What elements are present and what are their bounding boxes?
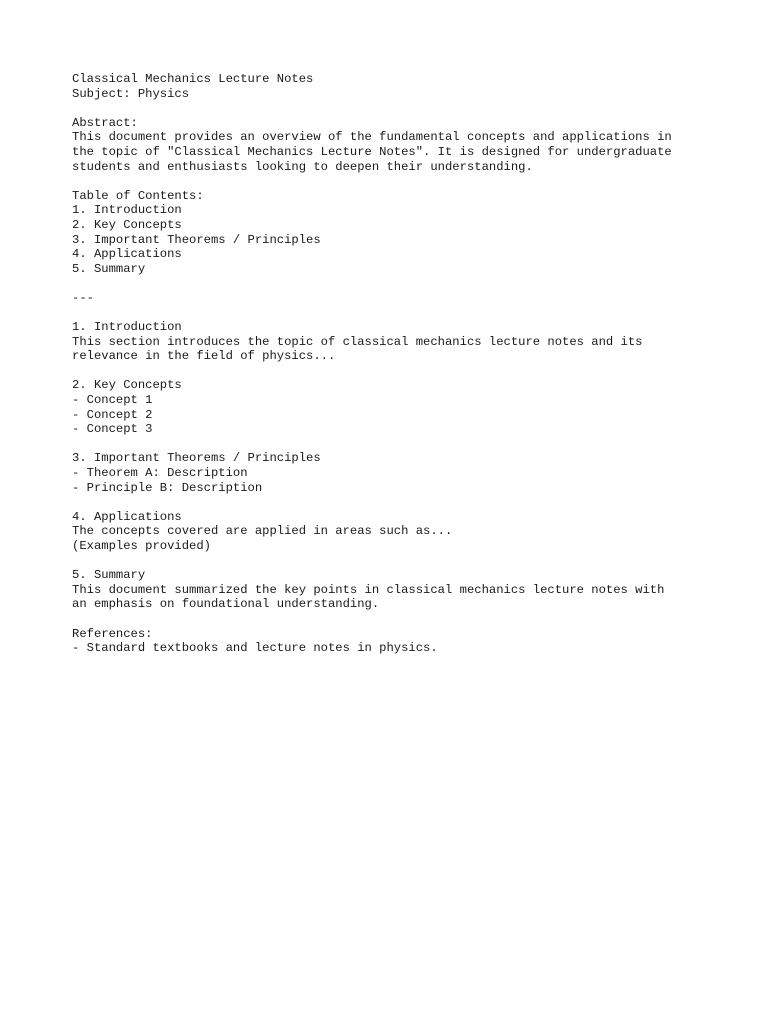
section-line: an emphasis on foundational understanding. [72,597,380,612]
section-line: relevance in the field of physics... [72,349,336,364]
section-heading: 2. Key Concepts [72,378,182,393]
section-heading: 1. Introduction [72,320,182,335]
toc-item: 1. Introduction [72,203,182,218]
toc-item: 2. Key Concepts [72,217,182,232]
section-line: (Examples provided) [72,539,211,553]
spacer [72,554,712,569]
toc-item: 3. Important Theorems / Principles [72,232,321,247]
section-line: This document summarized the key points in classical mechanics lecture notes with [72,582,665,597]
section-line: - Concept 3 [72,422,153,437]
document-title: Classical Mechanics Lecture Notes [72,72,314,86]
references-heading: References: [72,626,153,641]
section-line: - Concept 1 [72,393,153,408]
document-subject: Subject: Physics [72,86,190,101]
section-heading: 3. Important Theorems / Principles [72,451,321,466]
toc-heading: Table of Contents: [72,188,204,203]
section-heading: 5. Summary [72,568,146,583]
separator: --- [72,290,94,305]
document-page [72,72,712,656]
spacer [72,437,712,452]
toc-item: 4. Applications [72,247,182,262]
toc-item: 5. Summary [72,261,146,276]
section-line: - Theorem A: Description [72,466,248,481]
section-line: - Principle B: Description [72,480,263,495]
abstract-line: the topic of "Classical Mechanics Lecture Notes". It is designed for undergraduate [72,144,672,159]
spacer [72,306,712,321]
spacer [72,612,712,627]
section-heading: 4. Applications [72,509,182,524]
abstract-line: students and enthusiasts looking to deepen their understanding. [72,159,533,174]
spacer [72,364,712,379]
spacer [72,495,712,510]
section-line: - Concept 2 [72,407,153,422]
section-line: This section introduces the topic of classical mechanics lecture notes and its [72,334,643,349]
spacer [72,101,712,116]
abstract-line: This document provides an overview of the fundamental concepts and applications in [72,130,672,145]
abstract-heading: Abstract: [72,115,138,130]
spacer [72,276,712,291]
spacer [72,174,712,189]
reference-item: - Standard textbooks and lecture notes in physics. [72,641,438,656]
section-line: The concepts covered are applied in areas such as... [72,524,453,539]
